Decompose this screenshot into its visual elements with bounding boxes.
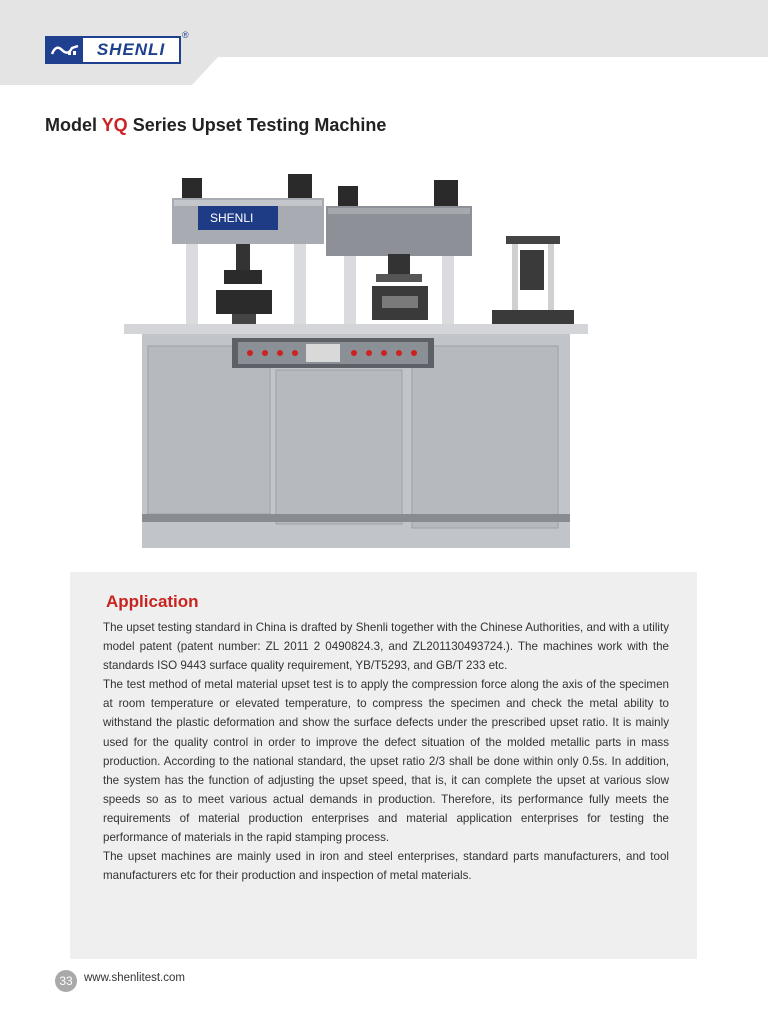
application-body	[103, 618, 669, 885]
application-heading: Application	[106, 592, 199, 611]
machine-nameplate: SHENLI	[210, 211, 254, 225]
application-paragraph: The upset machines are mainly used in iron and steel enterprises, standard parts manufacturers, and tool manufacturers etc for their production and inspection of metal materials.	[103, 850, 669, 883]
brand-logo	[45, 36, 181, 64]
left-press	[172, 174, 324, 326]
page-number: 33	[55, 970, 77, 992]
website-link: www.shenlitest.com	[84, 972, 185, 984]
machine-photo	[120, 170, 600, 550]
table-top	[124, 324, 588, 334]
middle-press	[326, 180, 472, 326]
brand-name: SHENLI	[96, 40, 166, 59]
title-prefix: Model	[45, 115, 102, 135]
registered-mark: ®	[182, 30, 189, 40]
title-model: YQ	[101, 115, 128, 135]
application-paragraph: The test method of metal material upset test is to apply the compression force along the axis of the specimen at room temperature or elevated temperature, to compress the specimen and check the metal ability to withstand the plastic deformation and show the surface defects under the prescribed upset ratio. It is mainly used for the quality control in order to improve the defect situation of the molded metallic parts in mass production. According to the national standard, the upset ratio 2/3 shall be done within only 0.5s. In addition, the system has the function of adjusting the upset speed, that is, it can complete the upset at various slow speeds so as to meet various actual demands in production. Therefore, its performance fully meets the requirements of material production enterprises and material application enterprises for testing the performance of materials in the rapid stamping process.	[103, 678, 669, 845]
logo-mark-icon	[47, 38, 83, 62]
title-suffix: Series Upset Testing Machine	[127, 115, 387, 135]
right-press	[492, 236, 574, 326]
application-paragraph: The upset testing standard in China is drafted by Shenli together with the Chinese Authorities, and with a utility model patent (patent number: ZL 2011 2 0490824.3, and ZL201130493724.). The machines work with the standards ISO 9443 surface quality requirement, YB/T5293, and GB/T 233 etc.	[103, 621, 669, 673]
page-title	[45, 115, 386, 136]
application-section	[70, 572, 697, 959]
